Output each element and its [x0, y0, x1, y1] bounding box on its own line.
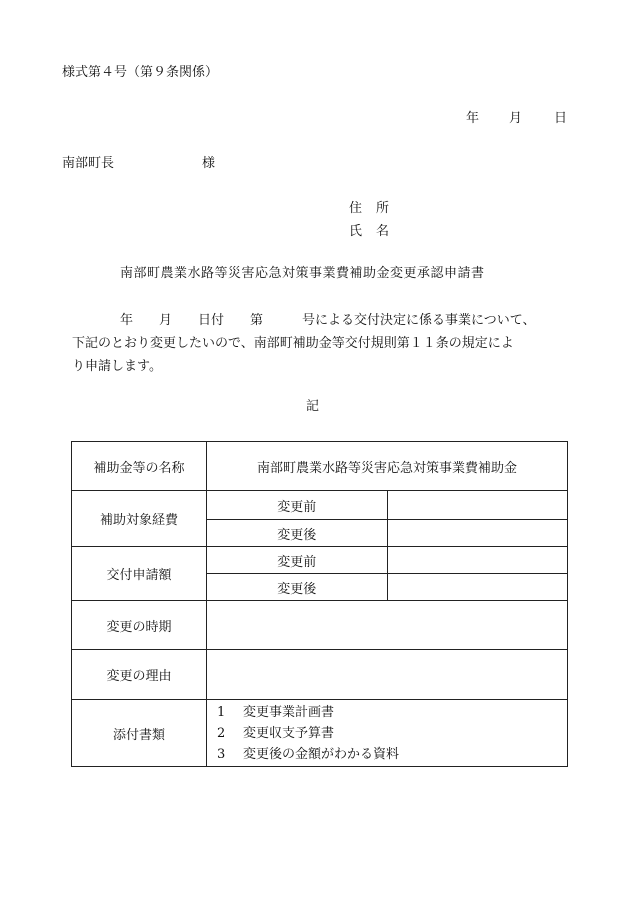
table-row-attachments: [72, 700, 568, 767]
table-row-timing: [72, 601, 568, 650]
request-after-label: 変更後: [207, 574, 388, 601]
form-number: 様式第４号（第９条関係）: [62, 65, 219, 80]
attachments-label: 添付書類: [72, 700, 207, 767]
timing-label: 変更の時期: [72, 601, 207, 650]
cost-label: 補助対象経費: [72, 491, 207, 547]
table-row-subsidy-name: [72, 442, 568, 491]
addressee: [62, 157, 215, 170]
body-line-1: 年 月 日付 第 号による交付決定に係る事業について、: [120, 313, 536, 328]
reason-value: [207, 650, 568, 700]
body-line-2: 下記のとおり変更したいので、南部町補助金等交付規則第１１条の規定によ: [72, 336, 514, 351]
applicant-name-label: 氏名: [349, 224, 404, 239]
date-line: [466, 112, 567, 125]
document-title: 南部町農業水路等災害応急対策事業費補助金変更承認申請書: [120, 266, 485, 281]
attachments-list: [207, 700, 568, 767]
addressee-name: 南部町長: [62, 156, 115, 171]
cost-before-label: 変更前: [207, 491, 388, 520]
request-label: 交付申請額: [72, 547, 207, 601]
cost-before-value: [387, 491, 568, 520]
applicant-address-label: 住所: [349, 201, 404, 216]
subsidy-name-value: 南部町農業水路等災害応急対策事業費補助金: [207, 442, 568, 491]
attachment-item: 1 変更事業計画書: [217, 704, 335, 720]
note-heading: 記: [306, 399, 320, 414]
details-table: [71, 441, 568, 767]
timing-value: [207, 601, 568, 650]
request-before-label: 変更前: [207, 547, 388, 574]
request-before-value: [387, 547, 568, 574]
date-month: 月: [509, 111, 523, 126]
body-line-3: り申請します。: [72, 359, 162, 374]
addressee-honorific: 様: [202, 156, 216, 171]
table-row-cost-before: [72, 491, 568, 520]
reason-label: 変更の理由: [72, 650, 207, 700]
attachment-item: 2 変更収支予算書: [217, 725, 335, 741]
attachment-item: 3 変更後の金額がわかる資料: [217, 746, 400, 762]
cost-after-label: 変更後: [207, 520, 388, 547]
date-year: 年: [466, 111, 480, 126]
table-row-reason: [72, 650, 568, 700]
request-after-value: [387, 574, 568, 601]
date-day: 日: [554, 111, 568, 126]
body-paragraph: [72, 309, 582, 378]
table-row-request-before: [72, 547, 568, 574]
subsidy-name-label: 補助金等の名称: [72, 442, 207, 491]
cost-after-value: [387, 520, 568, 547]
